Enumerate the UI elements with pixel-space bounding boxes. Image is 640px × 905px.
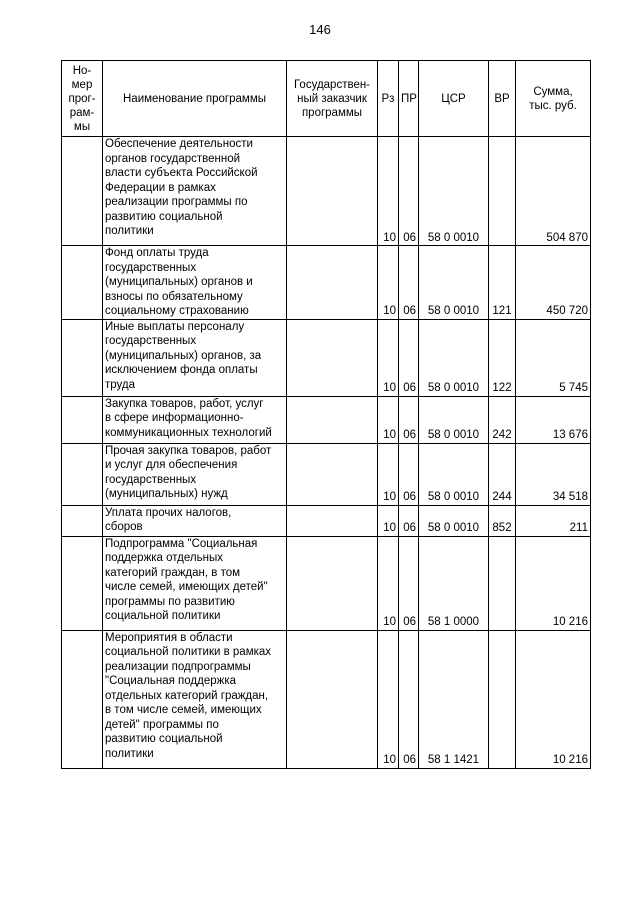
program-number-cell: [62, 396, 103, 443]
pr-cell: 06: [399, 443, 419, 505]
sum-cell: 211: [516, 505, 591, 536]
program-name-line: в том числе семей, имеющих: [105, 704, 262, 716]
program-name-line: в сфере информационно-: [105, 412, 244, 424]
header-line: Государствен-: [293, 78, 371, 91]
program-name-cell: [103, 630, 287, 768]
pr-cell: 06: [399, 536, 419, 630]
rz-cell: 10: [378, 319, 399, 396]
rz-cell: 10: [378, 630, 399, 768]
sum-cell: 450 720: [516, 246, 591, 320]
program-name-line: взносы по обязательному: [105, 290, 243, 303]
rz-cell: 10: [378, 246, 399, 320]
program-name-cell: [103, 505, 287, 536]
rz-cell: 10: [378, 396, 399, 443]
header-line: тыс. руб.: [529, 99, 577, 112]
program-name-line: органов государственной: [105, 152, 241, 165]
rz-cell: 10: [378, 505, 399, 536]
program-name-line: социальной политики: [105, 610, 221, 622]
program-number-cell: [62, 505, 103, 536]
program-name-line: Закупка товаров, работ, услуг: [105, 397, 264, 410]
csr-cell: 58 1 0000: [419, 536, 489, 630]
header-line: ЦСР: [441, 92, 466, 105]
program-name-line: Мероприятия в области: [105, 631, 233, 644]
program-name-line: (муниципальных) нужд: [105, 488, 228, 500]
pr-cell: 06: [399, 396, 419, 443]
table-row: [62, 443, 591, 505]
program-name-line: "Социальная поддержка: [105, 675, 237, 687]
header-line: мер: [71, 78, 93, 91]
program-name-line: Фонд оплаты труда: [105, 247, 209, 259]
program-name-line: Федерации в рамках: [105, 181, 216, 194]
table-row: [62, 137, 591, 246]
header-program-number: [62, 61, 103, 137]
header-line: Но-: [72, 64, 92, 77]
vr-cell: 121: [489, 246, 516, 320]
rz-cell: 10: [378, 137, 399, 246]
program-name-line: Обеспечение деятельности: [105, 138, 253, 150]
sum-cell: 34 518: [516, 443, 591, 505]
csr-cell: 58 0 0010: [419, 443, 489, 505]
vr-cell: [489, 536, 516, 630]
header-line: Рз: [381, 92, 395, 105]
program-name-line: Подпрограмма "Социальная: [105, 537, 258, 550]
vr-cell: 122: [489, 319, 516, 396]
header-line: Сумма,: [533, 85, 573, 98]
program-name-line: социальному страхованию: [105, 305, 249, 317]
header-vr: [489, 61, 516, 137]
state-customer-cell: [287, 137, 378, 246]
program-name-line: государственных: [105, 261, 197, 274]
program-number-cell: [62, 443, 103, 505]
pr-cell: 06: [399, 630, 419, 768]
program-name-cell: [103, 137, 287, 246]
state-customer-cell: [287, 246, 378, 320]
budget-table: [61, 60, 591, 769]
header-rz: [378, 61, 399, 137]
csr-cell: 58 0 0010: [419, 319, 489, 396]
table-row: [62, 505, 591, 536]
program-name-line: политики: [105, 225, 154, 237]
program-name-cell: [103, 319, 287, 396]
table-row: [62, 319, 591, 396]
program-name-line: коммуникационных технологий: [105, 426, 272, 439]
vr-cell: 852: [489, 505, 516, 536]
vr-cell: 244: [489, 443, 516, 505]
state-customer-cell: [287, 630, 378, 768]
program-name-line: детей" программы по: [105, 718, 219, 731]
rz-cell: 10: [378, 443, 399, 505]
program-name-line: социальной политики в рамках: [105, 646, 272, 658]
rz-cell: 10: [378, 536, 399, 630]
program-name-line: государственных: [105, 473, 197, 486]
pr-cell: 06: [399, 246, 419, 320]
program-name-line: категорий граждан, в том: [105, 566, 241, 579]
csr-cell: 58 1 1421: [419, 630, 489, 768]
state-customer-cell: [287, 505, 378, 536]
page-number: 146: [309, 22, 331, 37]
program-name-line: реализации подпрограммы: [105, 660, 251, 673]
table-row: [62, 536, 591, 630]
pr-cell: 06: [399, 505, 419, 536]
sum-cell: 504 870: [516, 137, 591, 246]
pr-cell: 06: [399, 319, 419, 396]
program-name-line: развитию социальной: [105, 210, 223, 223]
program-name-cell: [103, 443, 287, 505]
program-name-line: Иные выплаты персоналу: [105, 320, 245, 333]
table-row: [62, 246, 591, 320]
program-name-line: сборов: [105, 521, 143, 533]
csr-cell: 58 0 0010: [419, 396, 489, 443]
program-name-line: исключением фонда оплаты: [105, 364, 258, 376]
program-name-line: и услуг для обеспечения: [105, 459, 238, 471]
vr-cell: [489, 137, 516, 246]
program-name-line: (муниципальных) органов, за: [105, 349, 262, 362]
program-name-line: государственных: [105, 335, 197, 347]
program-name-line: программы по развитию: [105, 595, 235, 608]
sum-cell: 10 216: [516, 630, 591, 768]
program-number-cell: [62, 246, 103, 320]
program-name-cell: [103, 246, 287, 320]
program-name-line: реализации программы по: [105, 196, 248, 208]
header-line: ПР: [401, 92, 417, 105]
state-customer-cell: [287, 536, 378, 630]
header-row: [62, 61, 591, 137]
state-customer-cell: [287, 443, 378, 505]
program-name-cell: [103, 536, 287, 630]
program-name-line: Уплата прочих налогов,: [105, 506, 232, 519]
program-name-line: политики: [105, 747, 154, 760]
program-name-cell: [103, 396, 287, 443]
sum-cell: 5 745: [516, 319, 591, 396]
header-line: программы: [301, 106, 363, 119]
program-name-line: развитию социальной: [105, 733, 223, 745]
vr-cell: [489, 630, 516, 768]
program-number-cell: [62, 137, 103, 246]
vr-cell: 242: [489, 396, 516, 443]
header-line: ный заказчик: [297, 92, 367, 105]
header-state-customer: [287, 61, 378, 137]
program-name-line: числе семей, имеющих детей": [105, 581, 268, 593]
program-number-cell: [62, 319, 103, 396]
program-name-line: отдельных категорий граждан,: [105, 689, 269, 702]
header-pr: [399, 61, 419, 137]
header-csr: [419, 61, 489, 137]
table-row: [62, 396, 591, 443]
program-name-line: (муниципальных) органов и: [105, 276, 253, 288]
program-name-line: Прочая закупка товаров, работ: [105, 444, 272, 457]
header-line: Наименование программы: [123, 92, 266, 105]
csr-cell: 58 0 0010: [419, 137, 489, 246]
state-customer-cell: [287, 396, 378, 443]
state-customer-cell: [287, 319, 378, 396]
header-program-name: [103, 61, 287, 137]
csr-cell: 58 0 0010: [419, 505, 489, 536]
header-sum: [516, 61, 591, 137]
table-row: [62, 630, 591, 768]
sum-cell: 13 676: [516, 396, 591, 443]
program-number-cell: [62, 536, 103, 630]
program-name-line: власти субъекта Российской: [105, 167, 258, 179]
pr-cell: 06: [399, 137, 419, 246]
header-line: ВР: [494, 92, 510, 105]
header-line: прог-: [68, 92, 96, 105]
program-number-cell: [62, 630, 103, 768]
header-line: рам-: [69, 106, 95, 119]
program-name-line: труда: [105, 378, 136, 391]
sum-cell: 10 216: [516, 536, 591, 630]
header-line: мы: [73, 120, 91, 133]
program-name-line: поддержка отдельных: [105, 552, 223, 564]
csr-cell: 58 0 0010: [419, 246, 489, 320]
